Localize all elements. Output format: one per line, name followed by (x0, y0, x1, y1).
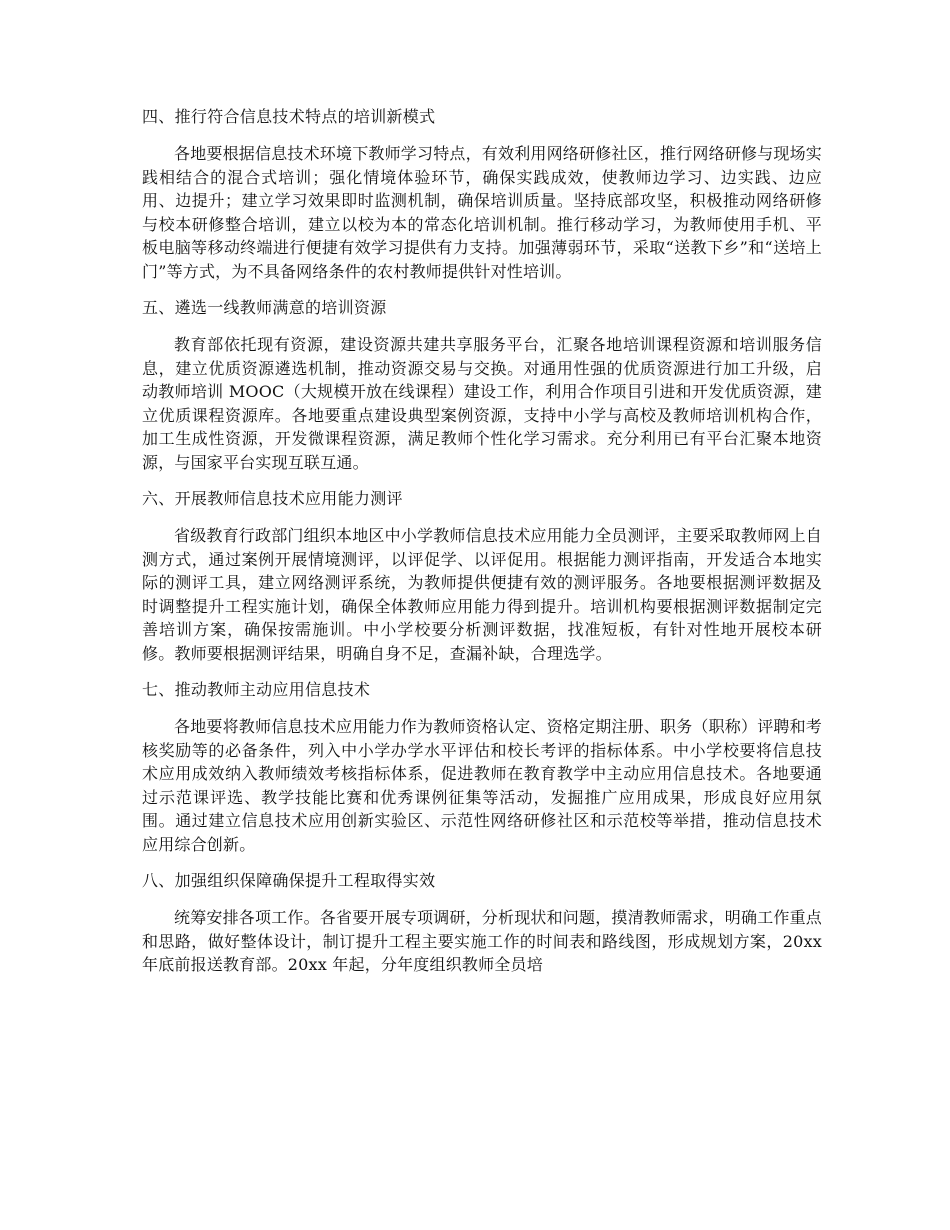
section-paragraph: 各地要根据信息技术环境下教师学习特点，有效利用网络研修社区，推行网络研修与现场实践相结合的混合式培训；强化情境体验环节，确保实践成效，使教师边学习、边实践、边应用、边提升；建立学习效果即时监测机制，确保培训质量。坚持底部攻坚，积极推动网络研修与校本研修整合培训，建立以校为本的常态化培训机制。推行移动学习，为教师使用手机、平板电脑等移动终端进行便捷有效学习提供有力支持。加强薄弱环节，采取“送教下乡”和“送培上门”等方式，为不具备网络条件的农村教师提供针对性培训。 (142, 144, 823, 281)
section-7 (142, 677, 822, 856)
section-paragraph: 统筹安排各项工作。各省要开展专项调研，分析现状和问题，摸清教师需求，明确工作重点和思路，做好整体设计，制订提升工程主要实施工作的时间表和路线图，形成规划方案，20xx 年底前报送教育部。20xx 年起，分年度组织教师全员培 (142, 908, 823, 974)
section-paragraph: 省级教育行政部门组织本地区中小学教师信息技术应用能力全员测评，主要采取教师网上自测方式，通过案例开展情境测评，以评促学、以评促用。根据能力测评指南，开发适合本地实际的测评工具，建立网络测评系统，为教师提供便捷有效的测评服务。各地要根据测评数据及时调整提升工程实施计划，确保全体教师应用能力得到提升。培训机构要根据测评数据制定完善培训方案，确保按需施训。中小学校要分析测评数据，找准短板，有针对性地开展校本研修。教师要根据测评结果，明确自身不足，查漏补缺，合理选学。 (142, 526, 823, 663)
section-heading: 四、推行符合信息技术特点的培训新模式 (142, 107, 436, 126)
section-4 (142, 104, 822, 283)
section-paragraph: 各地要将教师信息技术应用能力作为教师资格认定、资格定期注册、职务（职称）评聘和考核奖励等的必备条件，列入中小学办学水平评估和校长考评的指标体系。中小学校要将信息技术应用成效纳入教师绩效考核指标体系，促进教师在教育教学中主动应用信息技术。各地要通过示范课评选、教学技能比赛和优秀课例征集等活动，发掘推广应用成果，形成良好应用氛围。通过建立信息技术应用创新实验区、示范性网络研修社区和示范校等举措，推动信息技术应用综合创新。 (142, 717, 823, 854)
section-heading: 五、遴选一线教师满意的培训资源 (142, 298, 387, 317)
section-paragraph: 教育部依托现有资源，建设资源共建共享服务平台，汇聚各地培训课程资源和培训服务信息，建立优质资源遴选机制，推动资源交易与交换。对通用性强的优质资源进行加工升级，启动教师培训 MOOC（大规模开放在线课程）建设工作，利用合作项目引进和开发优质资源，建立优质课程资源库。各地要重点建设典型案例资源，支持中小学与高校及教师培训机构合作，加工生成性资源，开发微课程资源，满足教师个性化学习需求。充分利用已有平台汇聚本地资源，与国家平台实现互联互通。 (142, 335, 822, 472)
section-heading: 八、加强组织保障确保提升工程取得实效 (142, 871, 436, 890)
section-heading: 六、开展教师信息技术应用能力测评 (142, 489, 403, 508)
section-8 (142, 868, 822, 977)
document-page (142, 104, 822, 989)
section-6 (142, 486, 822, 665)
section-5 (142, 295, 822, 474)
section-heading: 七、推动教师主动应用信息技术 (142, 680, 371, 699)
